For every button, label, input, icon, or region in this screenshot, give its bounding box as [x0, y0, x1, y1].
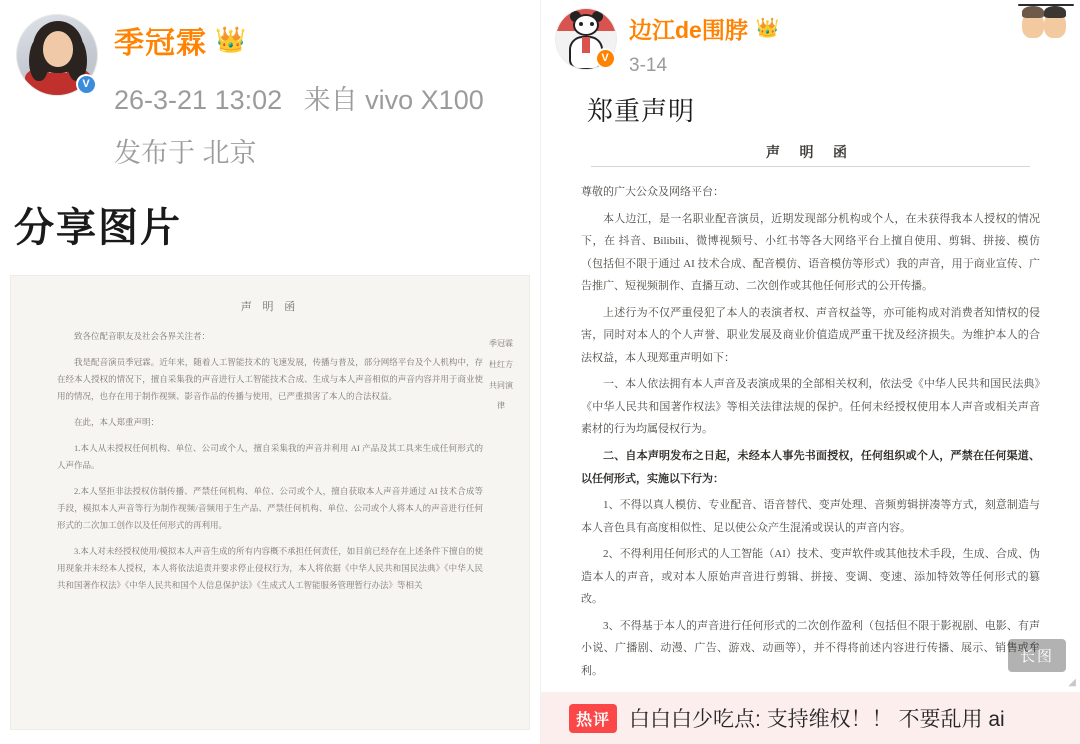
author-name: 季冠霖	[114, 27, 207, 60]
hot-comment-bar[interactable]	[541, 692, 1080, 744]
document-paragraph-emphasis: 二、自本声明发布之日起，未经本人事先书面授权，任何组织或个人，严禁在任何渠道、以任何形式，实施以下行为：	[581, 450, 1040, 485]
author-name: 边江de围脖	[629, 17, 748, 43]
document-signature: 季冠霖 杜红方 共同演 律	[489, 339, 513, 411]
document-paragraph: 一、本人依法拥有本人声音及表演成果的全部相关权利，依法受《中华人民共和国民法典》《中华人民共和国著作权法》等相关法律法规的保护。任何未经授权使用本人声音或相关声音素材的行为均属侵权行为。	[581, 378, 1040, 436]
document-body	[581, 181, 1040, 682]
document-paragraph: 在此，本人郑重声明：	[74, 417, 160, 427]
left-post-header	[0, 0, 540, 170]
right-document-image[interactable]	[581, 142, 1040, 682]
document-paragraph: 1.本人从未授权任何机构、单位、公司或个人，擅自采集我的声音并利用 AI 产品及其工具来生成任何形式的人声作品。	[57, 443, 483, 470]
document-title: 声 明 函	[240, 301, 300, 313]
hot-comment-body: 支持维权！！ 不要乱用 ai	[766, 708, 1005, 731]
post-timestamp: 26-3-21 13:02	[114, 85, 283, 115]
avatar[interactable]	[555, 8, 617, 70]
post-source[interactable]: 来自 vivo X100	[303, 85, 484, 115]
author-name-row[interactable]	[629, 12, 780, 45]
document-paragraph: 上述行为不仅严重侵犯了本人的表演者权、声音权益等，亦可能构成对消费者知情权的侵害，同时对本人的个人声誉、职业发展及商业价值造成严重干扰及经济损失。为维护本人的合法权益，本人现郑重声明如下：	[581, 306, 1040, 364]
left-post-meta	[98, 14, 524, 170]
right-post-header	[541, 0, 1080, 77]
post-date: 3-14	[629, 55, 668, 76]
crown-icon: 👑	[215, 25, 248, 54]
document-paragraph: 1、不得以真人模仿、专业配音、语音替代、变声处理、音频剪辑拼凑等方式，刻意制造与本人音色具有高度相似性、足以使公众产生混淆或误认的声音内容。	[581, 499, 1040, 534]
document-body	[11, 314, 529, 594]
crown-icon: 👑	[755, 18, 780, 39]
post-heading: 郑重声明	[587, 96, 696, 126]
document-paragraph: 3、不得基于本人的声音进行任何形式的二次创作盈利（包括但不限于影视剧、电影、有声小说、广播剧、动漫、广告、游戏、动画等），并不得将前述内容进行传播、展示、销售或牟利。	[581, 619, 1040, 677]
post-location: 发布于 北京	[114, 138, 257, 168]
corner-mark: ◢	[1068, 677, 1076, 688]
divider	[591, 166, 1030, 167]
post-timestamp-row	[114, 78, 524, 117]
page-title: 分享图片	[14, 206, 182, 250]
hot-comment-tag: 热评	[569, 704, 617, 733]
document-paragraph: 致各位配音职友及社会各界关注者：	[74, 331, 211, 341]
document-paragraph: 3.本人对未经授权使用/模拟本人声音生成的所有内容概不承担任何责任，如目前已经存在上述条件下擅自的使用现象并未经本人授权，本人将依法追责并要求停止侵权行为，本人将依据《中华人民共和国民法典》《中华人民共和国著作权法》《中华人民共和国个人信息保护法》《生成式人工智能服务管理暂行办法》等相关	[57, 546, 483, 590]
document-paragraph: 2.本人坚拒非法授权仿制传播、严禁任何机构、单位、公司或个人，擅自获取本人声音并通过 AI 技术合成等手段，模拟本人声音等行为制作视频/音频用于生产品、严禁任何机构、单位、公司或个人将本人的声音进行任何形式的二次加工创作以及任何形式的再利用。	[57, 486, 483, 530]
document-paragraph: 尊敬的广大公众及网络平台：	[581, 186, 724, 198]
two-people-sticker-icon	[1018, 0, 1074, 44]
right-post	[540, 0, 1080, 744]
document-title: 声 明 函	[766, 146, 855, 161]
long-image-badge: 长图	[1008, 639, 1066, 672]
document-paragraph: 本人边江，是一名职业配音演员，近期发现部分机构或个人，在未获得我本人授权的情况下，在 抖音、Bilibili、微博视频号、小红书等各大网络平台上擅自使用、剪辑、拼接、模仿（包括但不限于通过 AI 技术合成、配音模仿、语音模仿等形式）我的声音，用于商业宣传、广告推广、短视频制作、直播互动、二次创作或其他任何形式的公开传播。	[581, 212, 1040, 293]
right-post-meta	[617, 8, 780, 77]
document-paragraph: 我是配音演员季冠霖。近年来，随着人工智能技术的飞速发展，传播与普及，部分网络平台及个人机构中，存在经本人授权的情况下，擅自采集我的声音进行人工智能技术合成、生成与本人声音相似的声音内容并用于商业使用的情况，也存在用于制作视频、影音作品的传播与使用，已严重损害了本人的合法权益。	[57, 357, 483, 401]
left-document-image[interactable]	[10, 275, 530, 730]
document-paragraph: 2、不得利用任何形式的人工智能（AI）技术、变声软件或其他技术手段，生成、合成、伪造本人的声音，或对本人原始声音进行剪辑、拼接、变调、变速、添加特效等任何形式的篡改。	[581, 548, 1040, 606]
author-name-row[interactable]	[114, 18, 524, 62]
verified-badge-icon: V	[595, 48, 615, 68]
avatar[interactable]	[16, 14, 98, 96]
hot-comment-user[interactable]: 白白白少吃点	[629, 708, 756, 731]
verified-badge-icon: V	[76, 74, 96, 94]
hot-comment-text: 白白白少吃点: 支持维权！！ 不要乱用 ai	[629, 708, 1005, 731]
